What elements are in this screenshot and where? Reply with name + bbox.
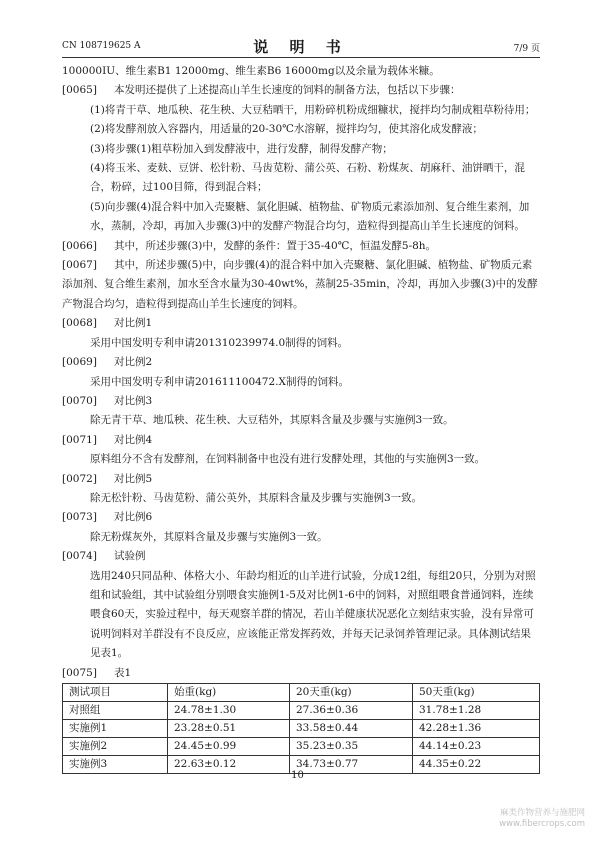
table-cell: 实施例1 [63,720,168,738]
page-header [62,38,540,54]
comparison-text: 采用中国发明专利申请201310239974.0制得的饲料。 [90,336,349,349]
section-title: 对比例4 [114,433,153,446]
paragraph-0072 [62,470,540,489]
step-2: (2)将发酵剂放入容器内，用适量的20-30℃水溶解，搅拌均匀，使其溶化成发酵液； [90,123,483,136]
para-number: [0067] [62,259,97,272]
para-number: [0065] [62,84,97,97]
table-cell: 对照组 [63,702,168,720]
section-title: 对比例5 [114,472,153,485]
table-header-cell: 20天重(kg) [290,684,413,702]
section-title: 对比例2 [114,356,153,369]
table-header-cell: 始重(kg) [168,684,290,702]
para-text: 其中，所述步骤(3)中，发酵的条件：置于35-40℃，恒温发酵5-8h。 [114,239,437,252]
table-cell: 27.36±0.36 [290,702,413,720]
paragraph-0073 [62,508,540,527]
document-body [62,62,540,774]
table-header-cell: 50天重(kg) [413,684,540,702]
table-cell: 实施例3 [63,756,168,774]
table-caption: 表1 [114,666,132,679]
paragraph-0075 [62,664,540,683]
table-cell: 34.73±0.77 [290,756,413,774]
para-text: 本发明还提供了上述提高山羊生长速度的饲料的制备方法，包括以下步骤： [114,84,461,97]
table-cell: 23.28±0.51 [168,720,290,738]
document-title: 说 明 书 [253,38,349,56]
section-title: 对比例6 [114,511,153,524]
paragraph-0065 [62,81,540,100]
paragraph-0066 [62,237,540,256]
para-number: [0068] [62,317,97,330]
continuation-line: 100000IU、维生素B1 12000mg、维生素B6 16000mg以及余量为载体米糠。 [62,65,440,77]
table-row [63,738,540,756]
table-cell: 35.23±0.35 [290,738,413,756]
paragraph-0071 [62,431,540,450]
paragraph-0068 [62,314,540,333]
para-number: [0074] [62,550,97,563]
comparison-text: 除无青干草、地瓜秧、花生秧、大豆秸外，其原料含量及步骤与实施例3一致。 [90,414,454,427]
table-cell: 24.45±0.99 [168,738,290,756]
table-cell: 24.78±1.30 [168,702,290,720]
experiment-text: 选用240只同品种、体格大小、年龄均相近的山羊进行试验，分成12组，每组20只，分别为对照组和试验组，其中试验组分别喂食实施例1-5及对比例1-6中的饲料，对照组喂食普通饲料，连续喂食60天，实验过程中，每天观察羊群的情况，若山羊健康状况恶化立刻结束实验，没有异常可说明饲料对羊群没有不良反应，应该能正常发挥药效，并每天记录饲养管理记录。具体测试结果见表1。 [90,569,536,660]
table-cell: 44.14±0.23 [413,738,540,756]
table-cell: 33.58±0.44 [290,720,413,738]
paragraph-0067 [62,256,540,314]
page-fraction: 7/9 页 [513,44,540,54]
step-1: (1)将青干草、地瓜秧、花生秧、大豆秸晒干，用粉碎机粉成细糠状，搅拌均匀制成粗草粉待用； [90,103,536,116]
comparison-text: 除无粉煤灰外，其原料含量及步骤与实施例3一致。 [90,530,328,543]
comparison-text: 采用中国发明专利申请201611100472.X制得的饲料。 [90,375,349,388]
table-cell: 44.35±0.22 [413,756,540,774]
patent-number: CN 108719625 A [62,41,141,51]
section-title: 对比例3 [114,394,153,407]
section-title: 试验例 [114,550,146,563]
table-header-row [63,684,540,702]
step-5: (5)向步骤(4)混合料中加入壳聚糖、氯化胆碱、植物盐、矿物质元素添加剂、复合维生素剂，加水，蒸制，冷却，再加入步骤(3)中的发酵产物混合均匀，造粒得到提高山羊生长速度的饲料。 [90,200,530,233]
para-number: [0070] [62,394,97,407]
para-number: [0066] [62,239,97,252]
table-row [63,702,540,720]
table-row [63,720,540,738]
paragraph-0069 [62,353,540,372]
table-cell: 实施例2 [63,738,168,756]
table-cell: 42.28±1.36 [413,720,540,738]
para-number: [0069] [62,356,97,369]
paragraph-0074 [62,547,540,566]
para-number: [0072] [62,472,97,485]
comparison-text: 原料组分不含有发酵剂，在饲料制备中也没有进行发酵处理，其他的与实施例3一致。 [90,453,486,466]
watermark-line: www.fibercrops.com [499,819,585,829]
table-cell: 31.78±1.28 [413,702,540,720]
watermark [499,808,585,830]
watermark-line: 麻类作物营养与施肥网 [499,808,585,818]
results-table [62,683,540,774]
paragraph-0070 [62,392,540,411]
para-number: [0071] [62,433,97,446]
para-number: [0073] [62,511,97,524]
page-number: 10 [291,770,304,781]
para-text: 其中，所述步骤(5)中，向步骤(4)的混合料中加入壳聚糖、氯化胆碱、植物盐、矿物质元素添加剂、复合维生素剂，加水至含水量为30-40wt%，蒸制25-35min，冷却，再加入步骤(3)中的发酵产物混合均匀，造粒得到提高山羊生长速度的饲料。 [62,259,538,310]
header-divider [62,57,540,58]
table-header-cell: 测试项目 [63,684,168,702]
table-cell: 22.63±0.12 [168,756,290,774]
step-3: (3)将步骤(1)粗草粉加入到发酵液中，进行发酵，制得发酵产物； [90,142,393,155]
section-title: 对比例1 [114,317,153,330]
para-number: [0075] [62,666,97,679]
comparison-text: 除无松针粉、马齿苋粉、蒲公英外，其原料含量及步骤与实施例3一致。 [90,491,423,504]
step-4: (4)将玉米、麦麸、豆饼、松针粉、马齿苋粉、蒲公英、石粉、粉煤灰、胡麻秆、油饼晒干，混合，粉碎，过100目筛，得到混合料； [90,162,525,194]
